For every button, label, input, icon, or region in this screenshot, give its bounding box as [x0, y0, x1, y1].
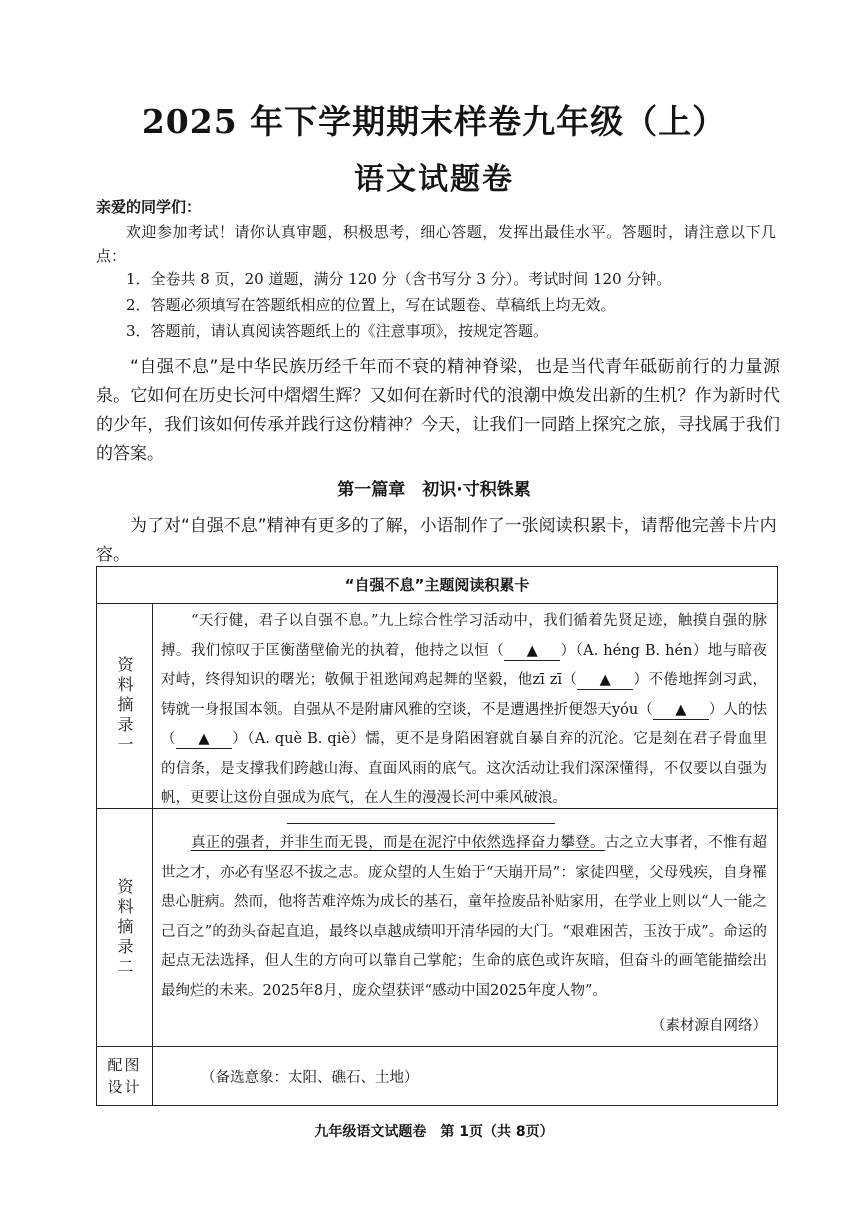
- card-row-illustration: [97, 1047, 777, 1105]
- row-label: 资料摘录一: [97, 603, 153, 808]
- page-footer: 九年级语文试题卷 第 1页（共 8页）: [314, 1124, 554, 1140]
- note-item: 1．全卷共 8 页，20 道题，满分 120 分（含书写分 3 分）。考试时间 120 分钟。: [126, 270, 672, 288]
- source-note: （素材源自网络）: [651, 1018, 767, 1034]
- underlined-sentence: 真正的强者，并非生而无畏，而是在泥泞中依然选择奋力攀登。: [191, 835, 605, 851]
- exam-title: 2025 年下学期期末样卷九年级（上）: [141, 102, 727, 141]
- excerpt-two-content: 真正的强者，并非生而无畏，而是在泥泞中依然选择奋力攀登。古之立大事者，不惟有超世之才，亦必有坚忍不拔之志。庞众望的人生始于“天崩开局”：家徒四壁，父母残疾，自身罹患心脏病。然而，他将苦难淬炼为成长的基石，童年捡废品补贴家用，在学业上则以“人一能之己百之”的劲头奋起直追，最终以卓越成绩叩开清华园的大门。“艰难困苦，玉汝于成”。命运的起点无法选择，但人生的方向可以靠自己掌舵；生命的底色或许灰暗，但奋斗的画笔能描绘出最绚烂的未来。2025年8月，庞众望获评“感动中国2025年度人物”。 （素材源自网络）: [161, 829, 767, 1042]
- greeting: 亲爱的同学们：: [96, 198, 202, 216]
- opening-paragraph: “自强不息”是中华民族历经千年而不衰的精神脊梁，也是当代青年砥砺前行的力量源泉。它如何在历史长河中熠熠生辉？又如何在新时代的浪潮中焕发出新的生机？作为新时代的少年，我们该如何传承并践行这份精神？今天，让我们一同踏上探究之旅，寻找属于我们的答案。: [96, 357, 780, 464]
- instructions-intro: [96, 220, 776, 268]
- row-label: 配图设计: [97, 1047, 153, 1105]
- exam-subtitle: 语文试题卷: [354, 162, 514, 197]
- excerpt-one-content: “天行健，君子以自强不息。”九上综合性学习活动中，我们循着先贤足迹，触摸自强的脉搏。我们惊叹于匡衡凿壁偷光的执着，他持之以恒（ ▲ ）（A. héng B. hén）地与暗夜对峙，终得知识的曙光；敬佩于祖逖闻鸡起舞的坚毅，他zī zī（ ▲ ）不倦地挥剑习武，铸就一身报国本领。自强从不是附庸风雅的空谈，不是遭遇挫折便怨天yóu（ ▲ ）人的怯（ ▲ ）（A. què B. qiè）懦，更不是身陷困窘就自暴自弃的沉沦。它是刻在君子骨血里的信条，是支撑我们跨越山海、直面风雨的底气。这次活动让我们深深懂得，不仅要以自强为帆，更要让这份自强成为底气，在人生的漫漫长河中乘风破浪。: [161, 613, 768, 806]
- row-label: 资料摘录二: [97, 809, 153, 1046]
- image-options: （备选意象：太阳、礁石、土地）: [201, 1069, 419, 1086]
- answer-blank[interactable]: ▲: [577, 671, 633, 690]
- decorative-rule: [287, 823, 555, 824]
- answer-blank[interactable]: ▲: [653, 701, 709, 720]
- reading-card: [96, 566, 778, 1106]
- answer-blank[interactable]: ▲: [504, 642, 560, 661]
- note-item: 3．答题前，请认真阅读答题纸上的《注意事项》，按规定答题。: [126, 322, 549, 340]
- chapter-title: 第一篇章 初识·寸积铢累: [337, 480, 531, 500]
- intro-text: 欢迎参加考试！请你认真审题，积极思考，细心答题，发挥出最佳水平。答题时，请注意以下几点：: [96, 223, 776, 265]
- note-item: 2．答题必须填写在答题纸相应的位置上，写在试题卷、草稿纸上均无效。: [126, 296, 616, 314]
- instruction-notes: [126, 266, 671, 344]
- card-row-excerpt-two: [97, 809, 777, 1047]
- answer-blank[interactable]: ▲: [176, 730, 232, 749]
- card-row-excerpt-one: [97, 603, 777, 809]
- card-title: “自强不息”主题阅读积累卡: [97, 567, 777, 604]
- lead-paragraph: 为了对“自强不息”精神有更多的了解，小语制作了一张阅读积累卡，请帮他完善卡片内容。: [96, 516, 777, 565]
